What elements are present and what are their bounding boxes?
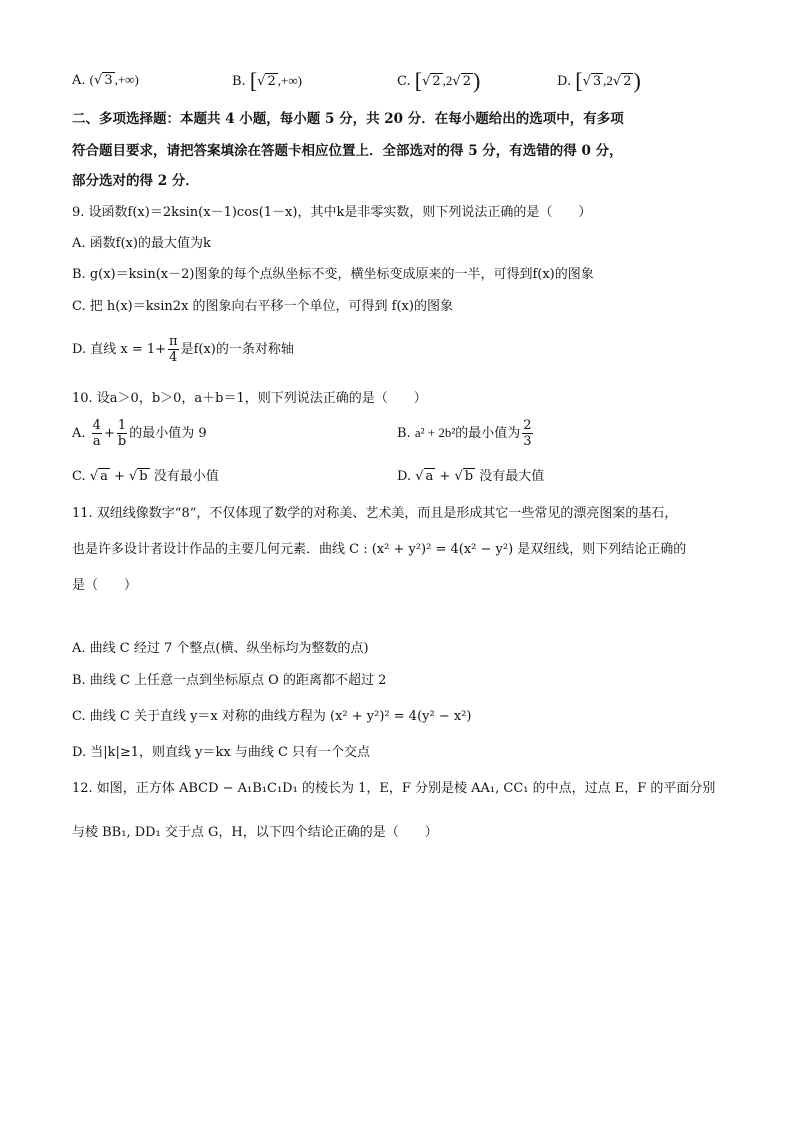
option-a-tail: 的最小值为 9 [129, 426, 207, 441]
question-11-option-b: B. 曲线 C 上任意一点到坐标原点 O 的距离都不超过 2 [72, 673, 387, 688]
fraction-4-over-a [92, 418, 102, 449]
question-10-option-a [72, 418, 207, 449]
option-label: B. [232, 74, 246, 89]
option-d-tail: 没有最大值 [475, 469, 545, 484]
radicand: 2 [267, 74, 276, 89]
question-11-option-d: D. 当|k|≥1，则直线 y＝kx 与曲线 C 只有一个交点 [72, 745, 371, 760]
option-c-tail: 没有最小值 [149, 469, 219, 484]
denominator: 3 [523, 434, 532, 449]
sqrt: √ 2 [257, 74, 276, 89]
option-label: C. [72, 469, 86, 484]
option-label: B. [397, 426, 411, 441]
radicand: a [100, 469, 108, 484]
bracket-right: ) [633, 68, 641, 93]
question-12-line1: 12. 如图，正方体 ABCD − A₁B₁C₁D₁ 的棱长为 1，E，F 分别是棱 AA₁, CC₁ 的中点，过点 E，F 的平面分别 [72, 781, 716, 796]
option-d [557, 68, 641, 94]
question-12-line2: 与棱 BB₁, DD₁ 交于点 G，H，以下四个结论正确的是（ ） [72, 825, 438, 840]
radicand: 2 [432, 74, 441, 89]
question-10-option-b [397, 418, 535, 449]
radicand: a [425, 469, 434, 484]
radicand: b [139, 469, 148, 484]
option-label: D. [397, 469, 412, 484]
option-d-prefix: D. 直线 x = 1+ [72, 342, 167, 357]
numerator: 4 [92, 418, 101, 433]
question-11-line3: 是（ ） [72, 578, 138, 593]
sqrt: √ a [415, 469, 434, 484]
section-heading-line2: 符合题目要求，请把答案填涂在答题卡相应位置上．全部选对的得 5 分，有选错的得 0 分， [72, 143, 623, 159]
plus-sign: + [435, 469, 455, 484]
fraction-pi-over-4 [168, 334, 179, 365]
option-b-tail: 的最小值为 [455, 426, 521, 441]
sqrt: √ b [129, 469, 148, 484]
radicand: b [464, 469, 474, 484]
question-9-option-d [72, 334, 294, 365]
section-heading-line1: 二、多项选择题：本题共 4 小题，每小题 5 分，共 20 分．在每小题给出的选项中，有多项 [72, 111, 624, 127]
sqrt: √ 3 [94, 73, 113, 88]
radicand: 2 [623, 74, 632, 89]
separator: ,2 [603, 73, 613, 88]
radicand: 2 [462, 74, 471, 89]
bracket-right: ) [473, 68, 481, 93]
bracket-left: [ [575, 68, 583, 93]
fraction-1-over-b [117, 418, 127, 449]
numerator: 2 [523, 418, 532, 433]
section-heading-line3: 部分选对的得 2 分． [72, 173, 199, 189]
denominator: b [117, 434, 127, 449]
question-9-stem: 9. 设函数f(x)＝2ksin(x－1)cos(1－x)，其中k是非零实数，则下列说法正确的是（ ） [72, 205, 592, 220]
fraction-2-over-3 [522, 418, 532, 449]
question-11-option-c: C. 曲线 C 关于直线 y＝x 对称的曲线方程为 (x² + y²)² = 4(y² − x²) [72, 709, 472, 724]
bracket-left: [ [414, 68, 423, 93]
option-c [397, 68, 480, 94]
option-label: A. [72, 426, 86, 441]
radicand: 3 [104, 73, 113, 88]
question-10-option-c [72, 468, 219, 486]
option-a [72, 72, 139, 88]
option-label: C. [397, 74, 411, 89]
bracket-left: ( [89, 72, 95, 87]
sqrt: √ b [454, 469, 474, 484]
numerator: 1 [117, 418, 127, 433]
option-label: D. [557, 74, 572, 89]
question-9-option-b: B. g(x)＝ksin(x－2)图象的每个点纵坐标不变，横坐标变成原来的一半，可得到f(x)的图象 [72, 267, 594, 282]
denominator: 4 [169, 350, 178, 365]
sqrt: √ 3 [582, 74, 602, 89]
option-d-suffix: 是f(x)的一条对称轴 [180, 342, 294, 357]
bracket-right: ,+∞) [114, 72, 139, 87]
sqrt: √ 2 [612, 74, 632, 89]
radicand: 3 [592, 74, 602, 89]
plus-sign: + [109, 469, 129, 484]
question-10-stem: 10. 设a＞0，b＞0，a＋b＝1，则下列说法正确的是（ ） [72, 391, 427, 406]
sqrt: √ a [89, 469, 108, 484]
question-9-option-c: C. 把 h(x)＝ksin2x 的图象向右平移一个单位，可得到 f(x)的图象 [72, 299, 453, 314]
bracket-right: ,+∞) [277, 73, 302, 88]
option-b [232, 68, 302, 94]
sqrt: √ 2 [422, 74, 441, 89]
bracket-left: [ [249, 68, 258, 93]
question-9-option-a: A. 函数f(x)的最大值为k [72, 236, 211, 251]
question-11-line1: 11. 双纽线像数字“8”，不仅体现了数学的对称美、艺术美，而且是形成其它一些常见的漂亮图案的基石， [72, 506, 678, 521]
expression: a² + 2b² [414, 425, 456, 440]
numerator: π [169, 334, 178, 349]
separator: ,2 [442, 73, 453, 88]
question-10-option-d [397, 468, 544, 486]
plus-sign: + [103, 426, 115, 441]
sqrt: √ 2 [452, 74, 471, 89]
option-label: A. [72, 73, 86, 88]
question-11-option-a: A. 曲线 C 经过 7 个整点(横、纵坐标均为整数的点) [72, 641, 369, 656]
question-11-line2: 也是许多设计者设计作品的主要几何元素．曲线 C : (x² + y²)² = 4(x² − y²) 是双纽线，则下列结论正确的 [72, 542, 687, 557]
denominator: a [92, 434, 101, 449]
